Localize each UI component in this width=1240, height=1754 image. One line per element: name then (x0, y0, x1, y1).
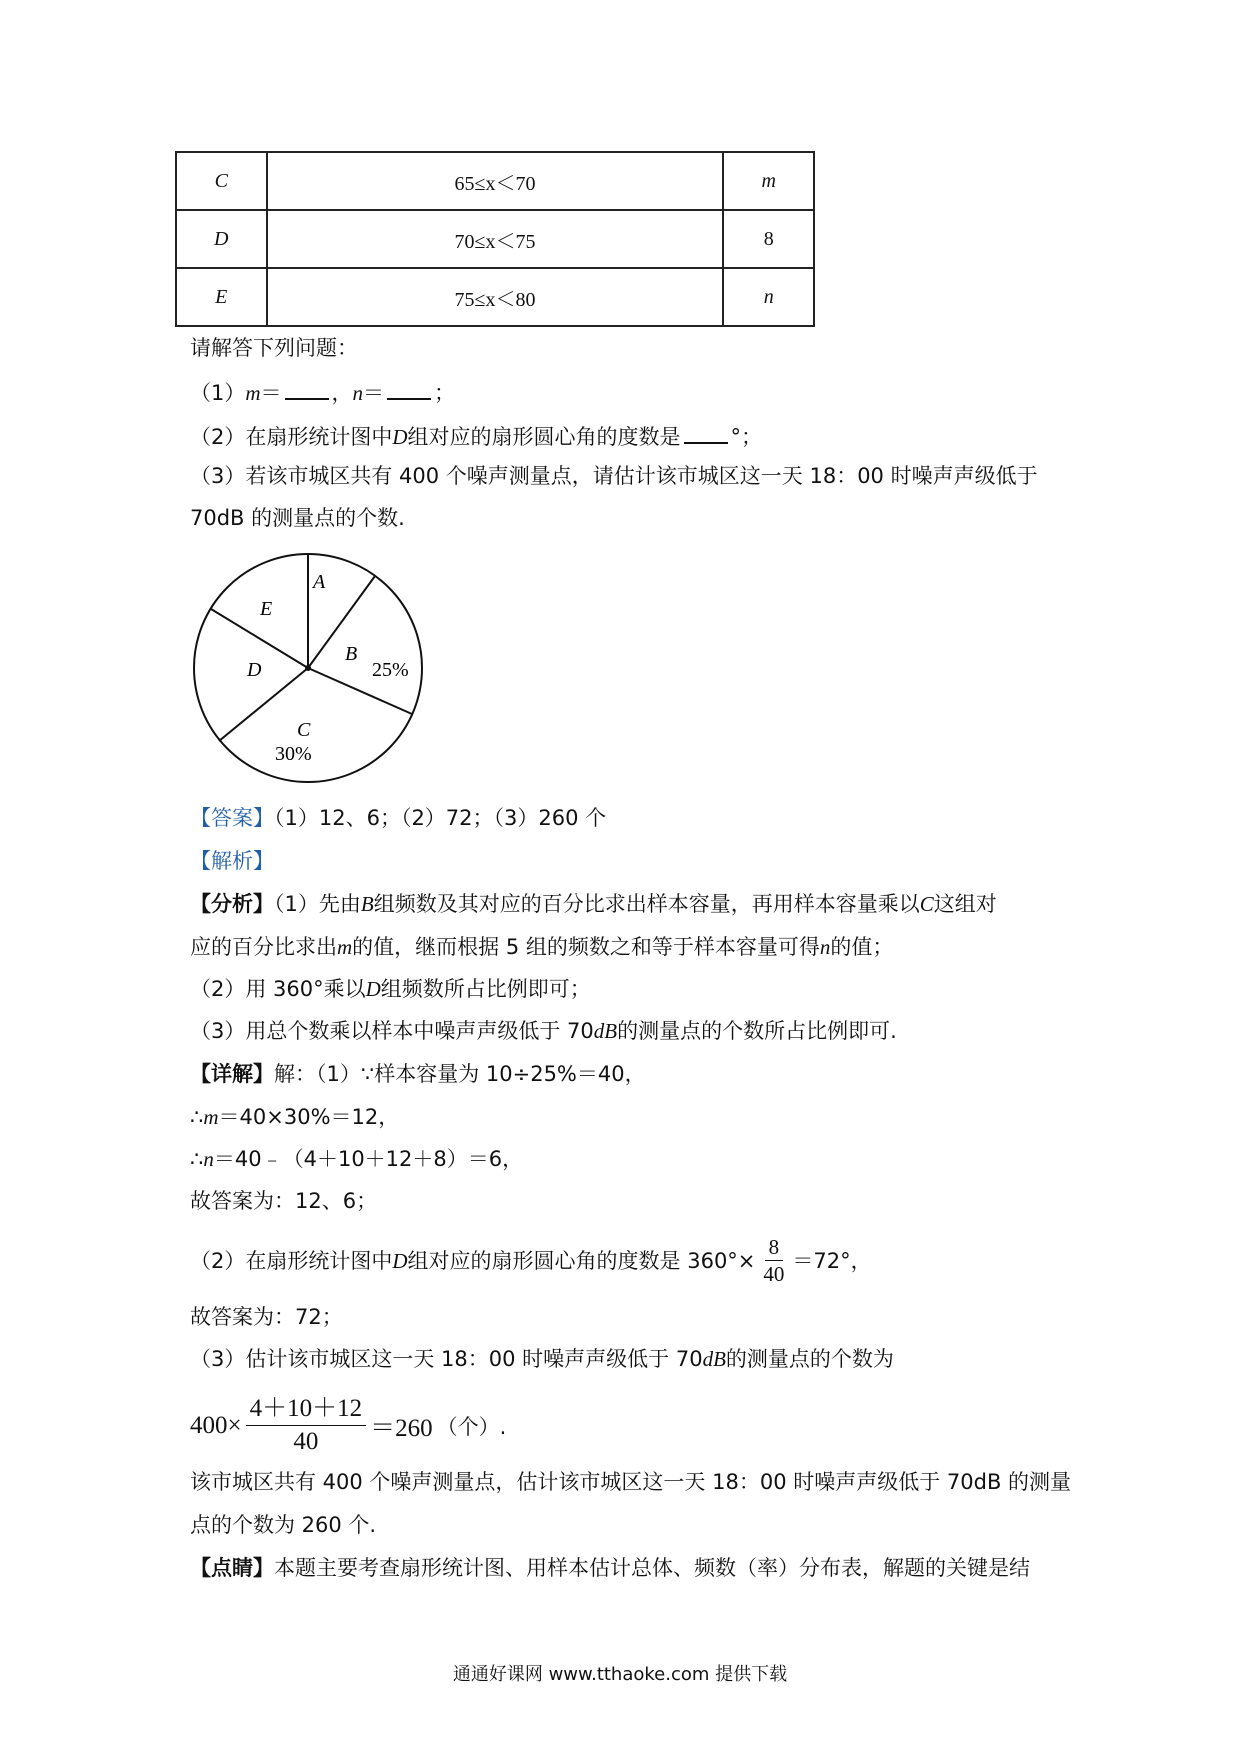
fraction-denominator: 40 (293, 1428, 319, 1455)
calculation-formula (190, 1393, 506, 1458)
answer-blank (684, 420, 728, 444)
var: n (819, 935, 831, 959)
detail-line2 (190, 1102, 399, 1132)
fenxi-line4 (190, 1016, 897, 1046)
fraction-denominator: 40 (763, 1262, 785, 1286)
text: （1）先由 (274, 892, 361, 916)
q1-sep: ， (331, 381, 353, 405)
detail-line1 (190, 1059, 646, 1089)
table-cell-group: C (176, 152, 267, 210)
q2-var-d: D (392, 425, 408, 449)
text: 组频数所占比例即可； (380, 977, 591, 1001)
q2-text: （2）在扇形统计图中 (190, 425, 393, 449)
text: ＝40×30%＝12， (218, 1105, 400, 1129)
q1-eq: ＝ (260, 381, 282, 405)
answer-tag: 【答案】 (190, 806, 274, 830)
table-row (176, 268, 814, 326)
formula-lead: 400× (190, 1411, 242, 1439)
detail-line7 (190, 1344, 894, 1374)
table-cell-range: 65≤x＜70 (267, 152, 724, 210)
var: C (919, 892, 934, 916)
pie-center (305, 665, 311, 671)
var: m (337, 935, 353, 959)
formula-unit: （个）. (436, 1414, 507, 1439)
text: 应的百分比求出 (190, 935, 337, 959)
detail-line3 (190, 1144, 523, 1174)
text: ＝72°， (792, 1248, 872, 1273)
detail-tag: 【详解】 (190, 1062, 274, 1086)
pie-label-e: E (260, 598, 273, 620)
dianjing-line (190, 1553, 1030, 1583)
pie-label-d: D (247, 659, 262, 681)
text: （2）用 360°乘以 (190, 977, 366, 1001)
var: D (365, 977, 381, 1001)
table-cell-count: 8 (723, 210, 814, 268)
table-cell-count: n (723, 268, 814, 326)
text: 组频数及其对应的百分比求出样本容量，再用样本容量乘以 (373, 892, 920, 916)
var: D (392, 1248, 408, 1273)
analysis-tag: 【解析】 (190, 849, 274, 873)
detail-line10: 点的个数为 260 个. (190, 1513, 377, 1537)
fraction (246, 1393, 367, 1458)
text: （3）估计该市城区这一天 18：00 时噪声声级低于 70 (190, 1347, 703, 1371)
therefore-symbol: ∴ (190, 1147, 204, 1171)
q1-var-m: m (245, 381, 261, 405)
answer-line (190, 803, 606, 833)
fenxi-line2 (190, 932, 893, 962)
text: 这组对 (933, 892, 997, 916)
therefore-symbol: ∴ (190, 1105, 204, 1129)
pie-label-b: B (345, 643, 358, 665)
table-cell-range: 70≤x＜75 (267, 210, 724, 268)
pie-pct-b: 25% (372, 659, 409, 681)
text: ＝40﹣（4＋10＋12＋8）＝6， (213, 1147, 524, 1171)
pie-pct-c: 30% (275, 743, 312, 765)
q1-eq: ＝ (363, 381, 385, 405)
answer-blank (387, 376, 431, 400)
question-3-line2: 70dB 的测量点的个数. (190, 506, 405, 530)
frequency-table (175, 151, 815, 327)
text: 的值； (830, 935, 894, 959)
formula-result: ＝260 (370, 1414, 433, 1442)
q1-end: ； (434, 381, 456, 405)
q2-end: °； (730, 425, 763, 449)
questions-intro: 请解答下列问题： (190, 336, 358, 360)
text: 组对应的扇形圆心角的度数是 360°× (407, 1248, 756, 1273)
text: 本题主要考查扇形统计图、用样本估计总体、频数（率）分布表，解题的关键是结 (274, 1556, 1030, 1580)
question-3-line1: （3）若该市城区共有 400 个噪声测量点，请估计该市城区这一天 18：00 时噪声声级低于 (190, 464, 1038, 488)
pie-label-a: A (313, 571, 326, 593)
fraction-numerator: 8 (765, 1234, 784, 1261)
table-cell-range: 75≤x＜80 (267, 268, 724, 326)
table-cell-group: D (176, 210, 267, 268)
text: 的测量点的个数所占比例即可. (617, 1019, 897, 1043)
analysis-tag-line (190, 846, 274, 876)
q1-prefix: （1） (190, 381, 246, 405)
table-row (176, 152, 814, 210)
text: 的值，继而根据 5 组的频数之和等于样本容量可得 (352, 935, 820, 959)
page-footer: 通通好课网 www.tthaoke.com 提供下载 (452, 1664, 788, 1685)
pie-divider (219, 668, 308, 741)
fenxi-line1 (190, 889, 997, 919)
text: 解：（1）∵样本容量为 10÷25%＝40， (274, 1062, 646, 1086)
detail-line5 (190, 1234, 872, 1287)
fraction (759, 1234, 788, 1287)
fenxi-line3 (190, 974, 591, 1004)
dianjing-tag: 【点睛】 (190, 1556, 274, 1580)
text: （2）在扇形统计图中 (190, 1248, 393, 1273)
var: dB (702, 1347, 726, 1371)
table-cell-count: m (723, 152, 814, 210)
answer-blank (285, 376, 329, 400)
q2-text: 组对应的扇形圆心角的度数是 (407, 425, 681, 449)
text: （3）用总个数乘以样本中噪声声级低于 70 (190, 1019, 594, 1043)
detail-line6: 故答案为：72； (190, 1305, 343, 1329)
var: B (360, 892, 374, 916)
var: dB (593, 1019, 618, 1043)
text: 的测量点的个数为 (725, 1347, 894, 1371)
question-1 (190, 376, 455, 408)
fenxi-tag: 【分析】 (190, 892, 274, 916)
pie-chart (190, 548, 430, 788)
q1-var-n: n (352, 381, 364, 405)
table-row (176, 210, 814, 268)
var: n (203, 1147, 214, 1171)
var: m (203, 1105, 219, 1129)
detail-line4: 故答案为：12、6； (190, 1189, 378, 1213)
detail-line9: 该市城区共有 400 个噪声测量点，估计该市城区这一天 18：00 时噪声声级低于 70dB 的测量 (190, 1470, 1072, 1494)
fraction-numerator: 4＋10＋12 (246, 1393, 367, 1426)
table-cell-group: E (176, 268, 267, 326)
pie-label-c: C (297, 719, 311, 741)
question-2 (190, 420, 762, 452)
answer-text: （1）12、6；（2）72；（3）260 个 (274, 806, 607, 830)
